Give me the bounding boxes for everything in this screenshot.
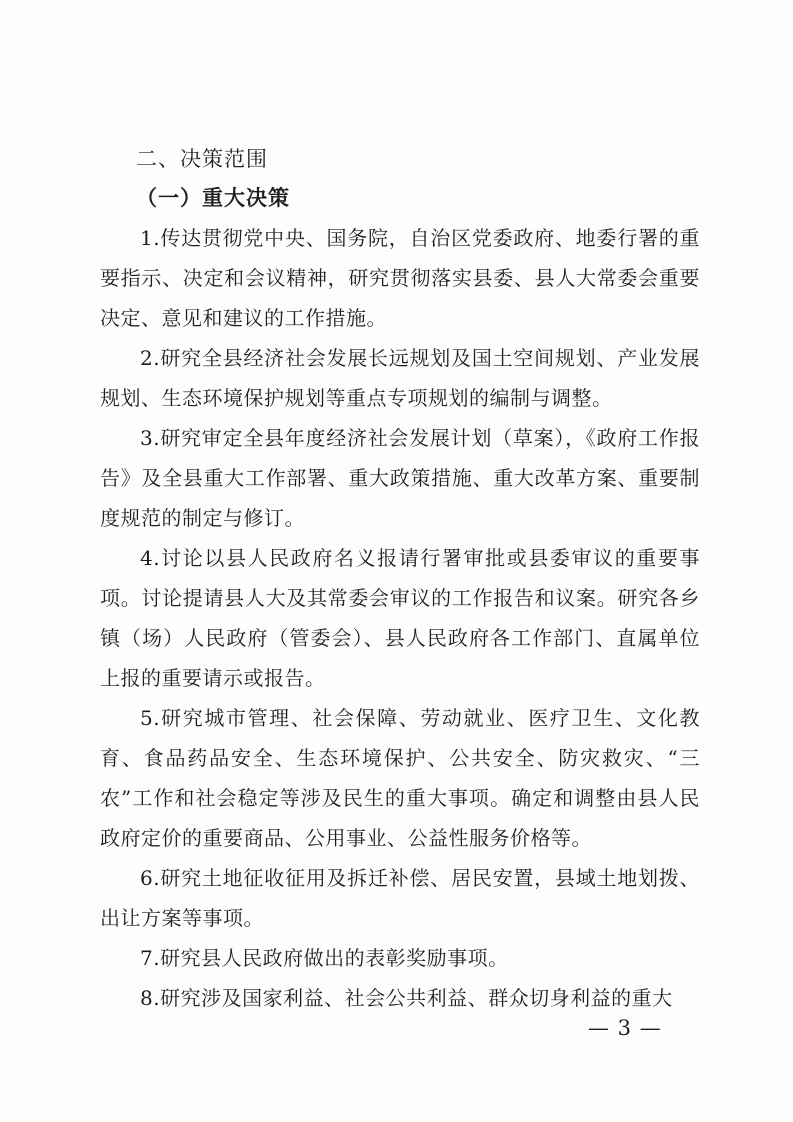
paragraph-4: 4.讨论以县人民政府名义报请行署审批或县委审议的重要事项。讨论提请县人大及其常委会审议的工作报告和议案。研究各乡镇（场）人民政府（管委会）、县人民政府各工作部门、直属单位上报的重要请示或报告。 (100, 546, 700, 690)
section-heading: 二、决策范围 (136, 147, 268, 171)
paragraph-5: 5.研究城市管理、社会保障、劳动就业、医疗卫生、文化教育、食品药品安全、生态环境保护、公共安全、防灾救灾、“三农”工作和社会稳定等涉及民生的重大事项。确定和调整由县人民政府定价的重要商品、公用事业、公益性服务价格等。 (100, 706, 700, 850)
document-body (100, 140, 700, 1018)
paragraph-7: 7.研究县人民政府做出的表彰奖励事项。 (140, 946, 509, 970)
paragraph-3: 3.研究审定全县年度经济社会发展计划（草案），《政府工作报告》及全县重大工作部署、重大政策措施、重大改革方案、重要制度规范的制定与修订。 (100, 426, 700, 530)
paragraph-2: 2.研究全县经济社会发展长远规划及国土空间规划、产业发展规划、生态环境保护规划等重点专项规划的编制与调整。 (100, 346, 700, 410)
paragraph-1: 1.传达贯彻党中央、国务院，自治区党委政府、地委行署的重要指示、决定和会议精神，研究贯彻落实县委、县人大常委会重要决定、意见和建议的工作措施。 (100, 226, 700, 330)
subsection-heading: （一）重大决策 (136, 186, 290, 210)
paragraph-8: 8.研究涉及国家利益、社会公共利益、群众切身利益的重大 (140, 986, 673, 1010)
paragraph-6: 6.研究土地征收征用及拆迁补偿、居民安置，县域土地划拨、出让方案等事项。 (100, 866, 700, 930)
page-number: — 3 — (588, 1016, 662, 1040)
